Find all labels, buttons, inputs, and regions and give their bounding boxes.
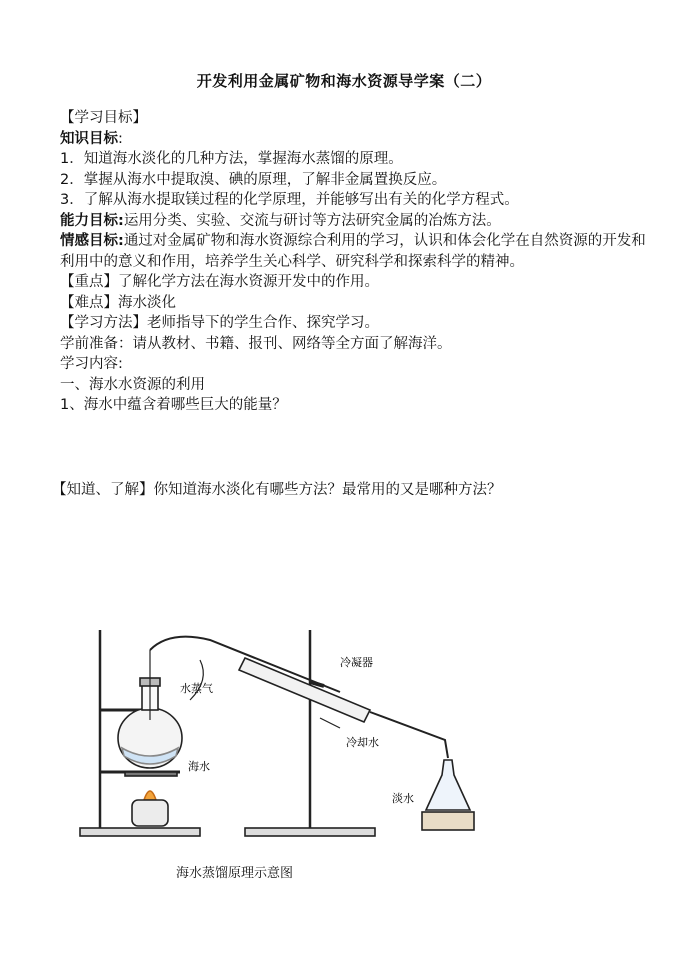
emotion-objective [60, 231, 650, 272]
receiving-flask [426, 760, 470, 810]
knowledge-item-3: 3．了解从海水提取镁过程的化学原理，并能够写出有关的化学方程式。 [60, 192, 519, 208]
outlet-tube [370, 712, 448, 758]
section-heading: 一、海水水资源的利用 [60, 376, 205, 393]
question-1: 1、海水中蕴含着哪些巨大的能量？ [60, 397, 287, 413]
distillation-diagram [70, 600, 510, 850]
coolwater-arrow [320, 718, 340, 728]
alcohol-burner [132, 800, 168, 826]
difficulty: 【难点】海水淡化 [60, 294, 176, 311]
preparation: 学前准备：请从教材、书籍、报刊、网络等全方面了解海洋。 [60, 335, 452, 352]
knowledge-item-2: 2．掌握从海水中提取溴、碘的原理，了解非金属置换反应。 [60, 171, 447, 188]
page-title: 开发利用金属矿物和海水资源导学案（二） [196, 72, 492, 90]
label-seawater: 海水 [188, 760, 210, 773]
document-body [52, 108, 650, 500]
wood-block [422, 812, 474, 830]
learning-method: 【学习方法】老师指导下的学生合作、探究学习。 [60, 315, 379, 331]
content-label: 学习内容: [60, 356, 123, 372]
emotion-text: 通过对金属矿物和海水资源综合利用的学习，认识和体会化学在自然资源的开发和利用中的意义和作用，培养学生关心科学、研究科学和探索科学的精神。 [60, 233, 646, 270]
label-coolwater: 冷却水 [346, 736, 379, 749]
stand-base-right [245, 828, 375, 836]
knowledge-label: 知识目标 [60, 130, 118, 147]
key-point: 【重点】了解化学方法在海水资源开发中的作用。 [60, 274, 379, 290]
ability-label: 能力目标: [60, 212, 124, 229]
label-freshwater: 淡水 [392, 792, 414, 805]
emotion-label: 情感目标: [60, 233, 124, 249]
answer-space [60, 416, 650, 480]
objectives-heading: 【学习目标】 [60, 110, 147, 126]
ability-text: 运用分类、实验、交流与研讨等方法研究金属的冶炼方法。 [123, 212, 501, 229]
wire-gauze [125, 772, 177, 776]
label-vapor: 水蒸气 [180, 682, 213, 695]
question-2: 【知道、了解】你知道海水淡化有哪些方法？最常用的又是哪种方法？ [52, 481, 502, 498]
knowledge-item-1: 1．知道海水淡化的几种方法，掌握海水蒸馏的原理。 [60, 151, 403, 167]
stand-base-left [80, 828, 200, 836]
flame [144, 791, 156, 800]
label-condenser: 冷凝器 [340, 656, 373, 669]
diagram-caption: 海水蒸馏原理示意图 [176, 866, 294, 881]
ability-objective [60, 211, 650, 232]
knowledge-heading [60, 129, 650, 150]
knowledge-colon: : [118, 130, 123, 147]
